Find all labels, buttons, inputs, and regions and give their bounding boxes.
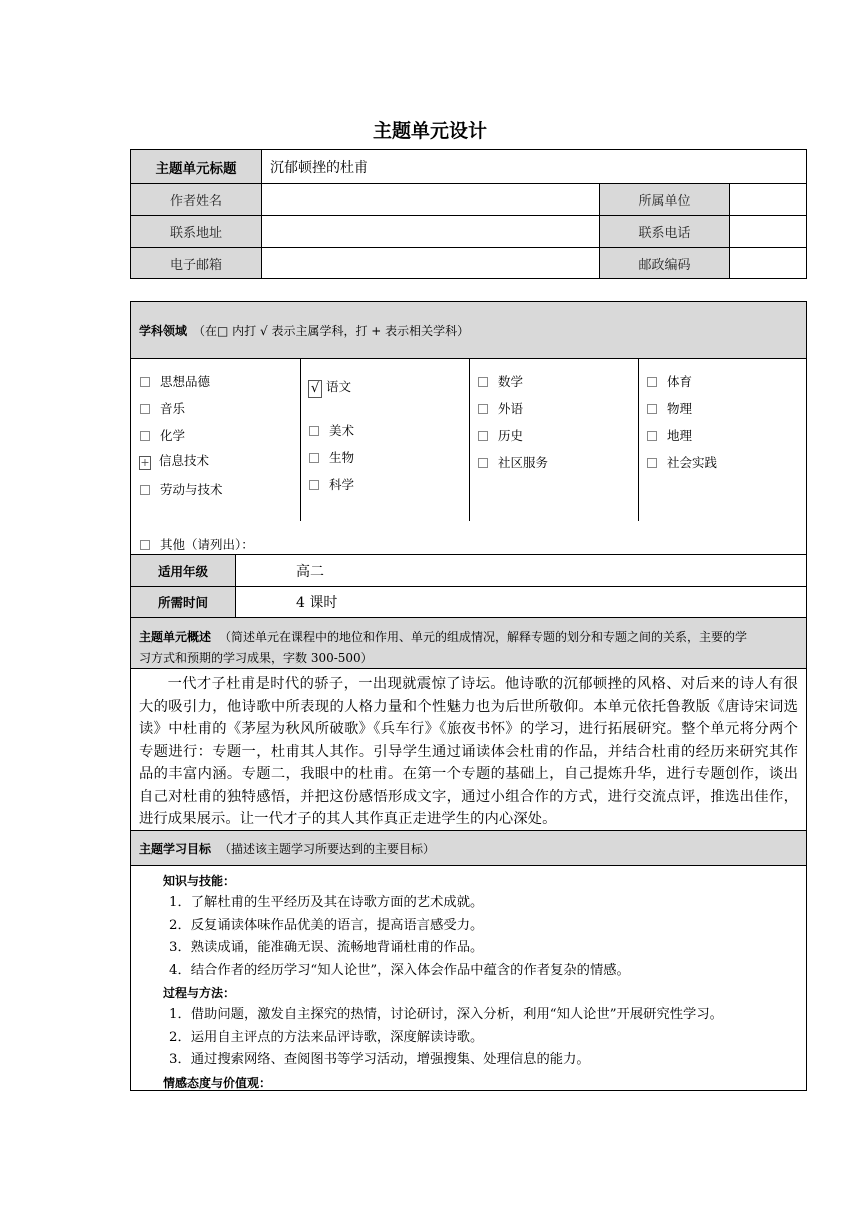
checkbox-icon (309, 426, 319, 436)
author-field[interactable] (261, 184, 599, 215)
subject-lishi[interactable]: 历史 (478, 426, 523, 444)
duration-row (131, 586, 806, 617)
overview-note-line2: 习方式和预期的学习成果，字数 300-500） (139, 651, 373, 665)
subject-dili[interactable]: 地理 (647, 426, 692, 444)
author-label: 作者姓名 (131, 184, 261, 215)
info-row-address (131, 215, 806, 247)
overview-note-line1: （简述单元在课程中的地位和作用、单元的组成情况，解释专题的划分和专题之间的关系，主要的学 (219, 630, 748, 644)
subject-sixiang[interactable]: 思想品德 (140, 372, 210, 390)
overview-body-row (131, 668, 806, 830)
overview-text: 一代才子杜甫是时代的骄子，一出现就震惊了诗坛。他诗歌的沉郁顿挫的风格、对后来的诗人有很大的吸引力，他诗歌中所表现的人格力量和个性魅力也为后世所敬仰。本单元依托鲁教版《唐诗宋词选读》中杜甫的《茅屋为秋风所破歌》《兵车行》《旅夜书怀》的学习，进行拓展研究。整个单元将分两个专题进行：专题一，杜甫其人其作。引导学生通过诵读体会杜甫的作品，并结合杜甫的经历来研究其作品的丰富内涵。专题二，我眼中的杜甫。在第一个专题的基础上，自己提炼升华，进行专题创作，谈出自己对杜甫的独特感悟，并把这份感悟形成文字，通过小组合作的方式，进行交流点评，推选出佳作，进行成果展示。让一代才子的其人其作真正走进学生的内心深处。 (139, 676, 798, 827)
checkbox-icon (478, 404, 488, 414)
process-item: 1．借助问题，激发自主探究的热情，讨论研讨，深入分析，利用“知人论世”开展研究性学习。 (169, 1007, 723, 1022)
subject-heading-label: 学科领域 (139, 323, 188, 338)
overview-heading-row (131, 617, 806, 668)
phone-label: 联系电话 (599, 216, 729, 247)
checkbox-icon (140, 431, 150, 441)
subject-shehui[interactable]: 社会实践 (647, 453, 717, 471)
subject-heading-row (131, 302, 806, 358)
checkbox-icon (647, 458, 657, 468)
subject-wuli[interactable]: 物理 (647, 399, 692, 417)
subject-huaxue[interactable]: 化学 (140, 426, 185, 444)
goals-heading (139, 831, 806, 865)
knowledge-item: 3．熟读成诵，能准确无误、流畅地背诵杜甫的作品。 (169, 940, 484, 955)
email-field[interactable] (261, 248, 599, 278)
checkbox-icon (647, 404, 657, 414)
grade-label: 适用年级 (131, 555, 235, 586)
checkbox-icon (140, 540, 150, 550)
main-table (130, 301, 807, 1091)
checkbox-icon (478, 431, 488, 441)
subject-meishu[interactable]: 美术 (309, 421, 354, 439)
grade-value[interactable]: 高二 (235, 555, 806, 586)
info-row-author (131, 183, 806, 215)
checkbox-icon (140, 485, 150, 495)
goals-heading-row (131, 830, 806, 865)
subject-shuxue[interactable]: 数学 (478, 372, 523, 390)
subject-yuwen[interactable]: √ 语文 (308, 377, 351, 398)
subject-grid (131, 358, 806, 554)
knowledge-item: 2．反复诵读体味作品优美的语言，提高语言感受力。 (169, 917, 484, 933)
duration-label: 所需时间 (131, 587, 235, 617)
checkbox-icon (647, 431, 657, 441)
checkbox-icon (478, 377, 488, 387)
overview-heading (139, 627, 802, 669)
subject-kexue[interactable]: 科学 (309, 475, 354, 493)
knowledge-item: 4．结合作者的经历学习“知人论世”，深入体会作品中蕴含的作者复杂的情感。 (169, 962, 630, 978)
info-row-email (131, 247, 806, 278)
subject-shengwu[interactable]: 生物 (309, 448, 354, 466)
unit-field[interactable] (729, 184, 806, 215)
info-table (130, 149, 807, 279)
grade-row (131, 554, 806, 586)
process-item: 3．通过搜索网络、查阅图书等学习活动，增强搜集、处理信息的能力。 (169, 1052, 590, 1067)
subject-other[interactable]: 其他（请列出）： (140, 535, 254, 553)
subject-waiyu[interactable]: 外语 (478, 399, 523, 417)
address-field[interactable] (261, 216, 599, 247)
knowledge-item: 1．了解杜甫的生平经历及其在诗歌方面的艺术成就。 (169, 895, 484, 910)
process-item: 2．运用自主评点的方法来品评诗歌，深度解读诗歌。 (169, 1029, 484, 1045)
process-heading: 过程与方法： (163, 986, 236, 1000)
email-label: 电子邮箱 (131, 248, 261, 278)
goals-body-row (131, 865, 806, 1090)
subject-tiyu[interactable]: 体育 (647, 372, 692, 390)
unit-title-label: 主题单元标题 (131, 150, 261, 183)
checkbox-icon (309, 480, 319, 490)
overview-label: 主题单元概述 (139, 630, 212, 644)
address-label: 联系地址 (131, 216, 261, 247)
postcode-field[interactable] (729, 248, 806, 278)
subject-shequ[interactable]: 社区服务 (478, 453, 548, 471)
checkbox-icon (140, 377, 150, 387)
duration-value[interactable]: 4 课时 (235, 587, 806, 617)
subject-yinyue[interactable]: 音乐 (140, 399, 185, 417)
postcode-label: 邮政编码 (599, 248, 729, 278)
subject-heading-note: （在□ 内打 √ 表示主属学科，打 + 表示相关学科） (193, 323, 470, 338)
unit-label: 所属单位 (599, 184, 729, 215)
goals-content (163, 870, 806, 1094)
knowledge-heading: 知识与技能： (163, 874, 236, 888)
info-row-title (131, 150, 806, 183)
goals-note: （描述该主题学习所要达到的主要目标） (219, 841, 436, 856)
unit-title-value[interactable]: 沉郁顿挫的杜甫 (261, 150, 806, 183)
page-title: 主题单元设计 (372, 120, 487, 142)
subject-heading (139, 302, 806, 358)
phone-field[interactable] (729, 216, 806, 247)
subject-laodong[interactable]: 劳动与技术 (140, 480, 223, 498)
attitude-heading: 情感态度与价值观： (163, 1075, 272, 1090)
checkbox-icon (647, 377, 657, 387)
checkbox-icon (309, 453, 319, 463)
goals-label: 主题学习目标 (139, 841, 212, 856)
checkbox-icon (140, 404, 150, 414)
plus-checkbox-icon: + (140, 456, 150, 469)
check-mark-icon: √ (308, 380, 322, 398)
subject-xinxi[interactable]: + 信息技术 (140, 453, 210, 469)
checkbox-icon (478, 458, 488, 468)
